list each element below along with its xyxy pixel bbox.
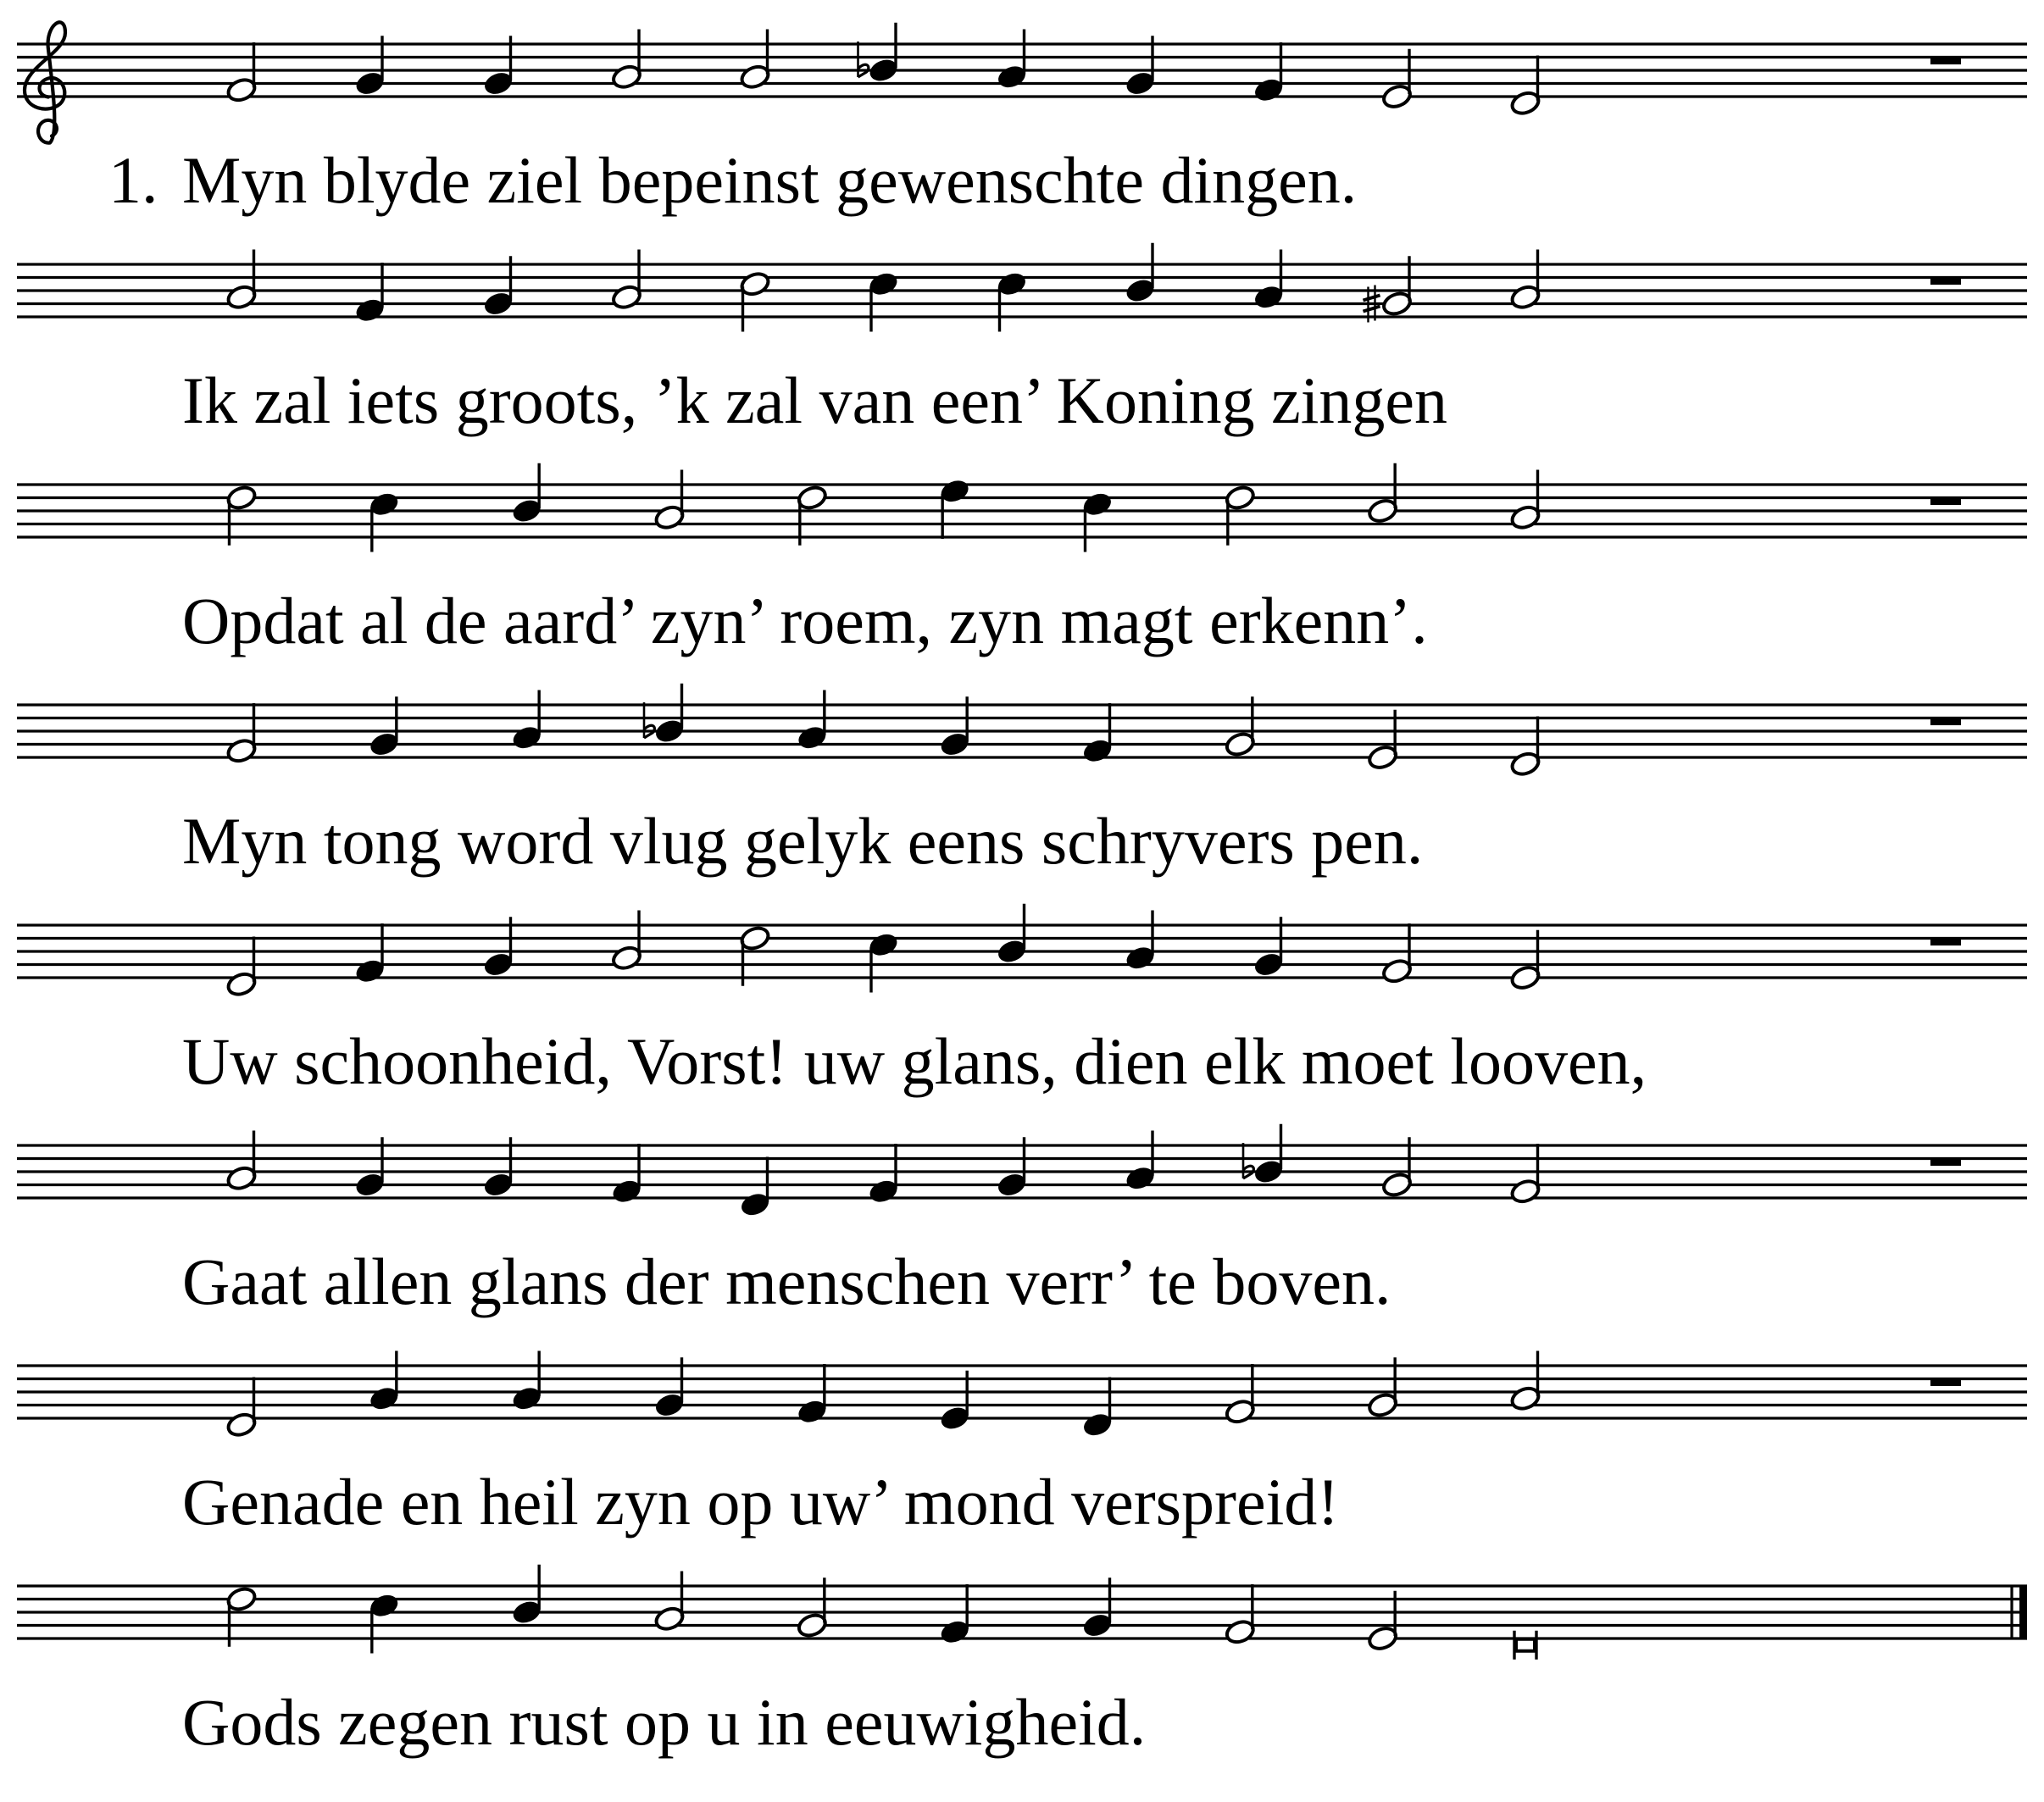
staff-system <box>17 1351 2027 1539</box>
note-half <box>611 30 643 91</box>
staff-system <box>17 684 2027 878</box>
lyric-line: Gods zegen rust op u in eeuwigheid. <box>182 1685 1147 1759</box>
half-rest-icon <box>1930 1379 1961 1387</box>
note-half <box>1224 1584 1256 1645</box>
staff-system <box>17 904 2027 1098</box>
note-half <box>1509 1144 1541 1205</box>
note-half <box>1224 1364 1256 1425</box>
staff-system <box>17 463 2027 657</box>
staff-system <box>17 243 2027 437</box>
half-rest-icon <box>1930 498 1961 506</box>
note-quarter <box>511 690 543 751</box>
note-quarter <box>1081 1378 1114 1439</box>
staff-system <box>17 1565 2027 1759</box>
note-half <box>1509 717 1541 778</box>
half-rest-icon <box>1930 1159 1961 1167</box>
final-barline <box>2019 1585 2027 1639</box>
note-quarter <box>996 30 1028 91</box>
flat-accidental-icon <box>858 42 869 77</box>
note-quarter <box>796 690 828 751</box>
half-rest-icon <box>1930 58 1961 65</box>
note-half <box>1381 923 1414 984</box>
note-half <box>1367 463 1399 524</box>
note-quarter <box>511 1351 543 1412</box>
note-quarter <box>1125 243 1157 304</box>
lyric-line: Opdat al de aard’ zyn’ roem, zyn magt erkenn’. <box>182 584 1428 657</box>
note-half <box>225 1378 258 1439</box>
note-quarter <box>653 684 686 745</box>
note-quarter <box>354 263 386 324</box>
note-half <box>653 1572 686 1633</box>
note-quarter <box>868 270 900 331</box>
note-quarter <box>868 931 900 992</box>
note-half <box>225 937 258 998</box>
staff-system <box>17 22 2027 217</box>
note-quarter <box>996 904 1028 965</box>
note-quarter <box>939 1584 971 1645</box>
note-half <box>611 250 643 311</box>
note-half <box>653 470 686 531</box>
note-quarter <box>511 1565 543 1626</box>
note-quarter <box>1253 42 1285 103</box>
note-half <box>739 270 771 331</box>
flat-accidental-icon <box>644 702 654 738</box>
note-half <box>1509 56 1541 117</box>
note-quarter <box>1125 1131 1157 1192</box>
note-quarter <box>796 1364 828 1425</box>
note-half <box>611 911 643 972</box>
verse-number: 1. <box>108 143 158 217</box>
note-quarter <box>868 23 900 84</box>
lyric-line: Ik zal iets groots, ’k zal van een’ Koning zingen <box>182 363 1448 437</box>
note-half <box>1509 250 1541 311</box>
note-half <box>1509 470 1541 531</box>
lyric-line: Genade en heil zyn op uw’ mond verspreid! <box>182 1465 1340 1539</box>
note-quarter <box>511 463 543 524</box>
note-quarter <box>354 923 386 984</box>
half-rest-icon <box>1930 939 1961 946</box>
lyric-line: Myn tong word vlug gelyk eens schryvers pen. <box>182 804 1424 878</box>
note-quarter <box>739 1157 771 1218</box>
note-quarter <box>939 478 971 539</box>
note-half <box>225 703 258 764</box>
note-quarter <box>368 1592 400 1653</box>
staff-system <box>17 1124 2027 1318</box>
lyric-line: Uw schoonheid, Vorst! uw glans, dien elk moet looven, <box>182 1024 1647 1098</box>
half-rest-icon <box>1930 278 1961 286</box>
flat-accidental-icon <box>1243 1143 1253 1178</box>
breve-note-icon <box>1514 1631 1536 1660</box>
note-quarter <box>368 491 400 552</box>
note-half <box>739 30 771 91</box>
note-quarter <box>996 270 1028 331</box>
note-half <box>225 42 258 103</box>
note-half <box>225 250 258 311</box>
note-quarter <box>1253 250 1285 311</box>
note-half <box>1509 1351 1541 1412</box>
note-half <box>225 1131 258 1192</box>
half-rest-icon <box>1930 718 1961 726</box>
lyric-line: Gaat allen glans der menschen verr’ te boven. <box>182 1245 1391 1318</box>
note-quarter <box>1081 491 1114 552</box>
note-quarter <box>1125 911 1157 972</box>
note-quarter <box>868 1144 900 1205</box>
note-quarter <box>1253 1124 1285 1185</box>
note-quarter <box>1081 703 1114 764</box>
note-quarter <box>611 1144 643 1205</box>
lyric-line: Myn blyde ziel bepeinst gewenschte dingen. <box>182 143 1358 217</box>
note-quarter <box>368 1351 400 1412</box>
